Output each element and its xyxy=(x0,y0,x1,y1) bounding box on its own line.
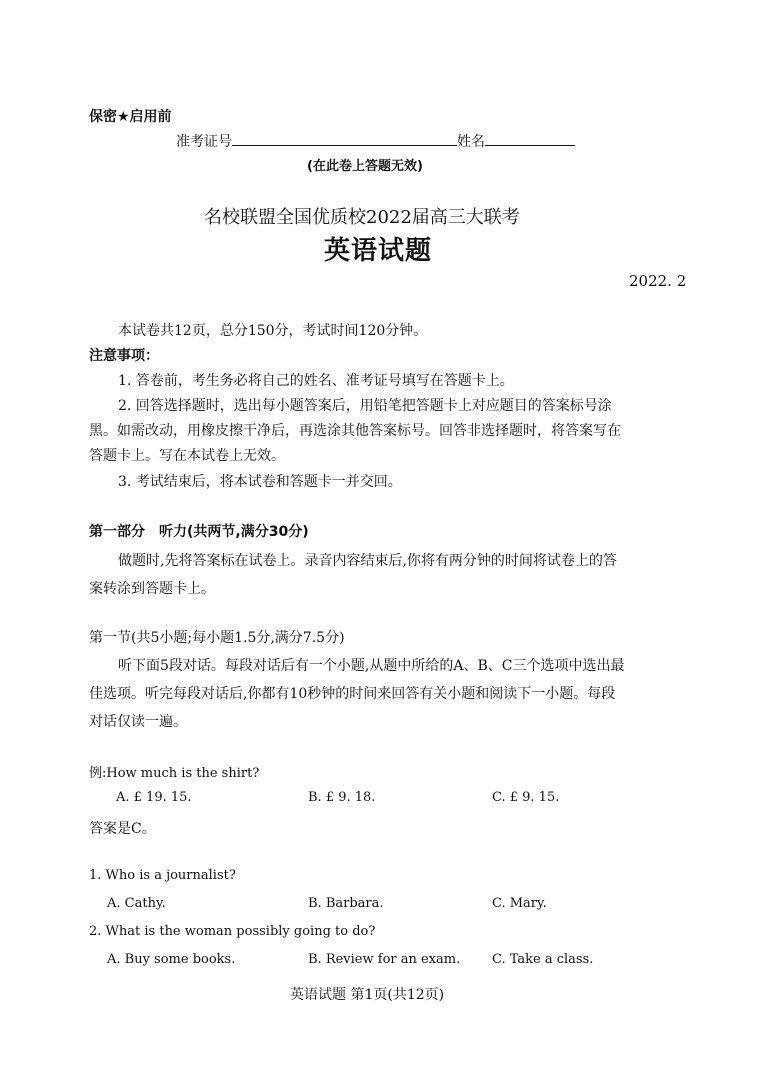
note-2-line-3: 答题卡上。写在本试卷上无效。 xyxy=(89,448,285,464)
question-1-option-b: B. Barbara. xyxy=(308,896,384,911)
subject-title: 英语试题 xyxy=(324,236,433,266)
question-1: 1. Who is a journalist? xyxy=(89,868,236,883)
question-2-option-a: A. Buy some books. xyxy=(107,952,236,967)
part1-heading: 第一部分 听力(共两节,满分30分) xyxy=(89,524,309,540)
question-2-option-c: C. Take a class. xyxy=(492,952,594,967)
exam-id-row xyxy=(176,131,575,151)
question-1-option-a: A. Cathy. xyxy=(107,896,166,911)
notes-heading: 注意事项： xyxy=(89,348,159,364)
note-1: 1. 答卷前，考生务必将自己的姓名、准考证号填写在答题卡上。 xyxy=(118,373,514,389)
exam-id-label: 准考证号 xyxy=(176,134,232,150)
section1-desc-line-1: 听下面5段对话。每段对话后有一个小题,从题中所给的A、B、C三个选项中选出最 xyxy=(118,658,625,674)
note-2-line-1: 2. 回答选择题时，选出每小题答案后，用铅笔把答题卡上对应题目的答案标号涂 xyxy=(118,398,612,414)
section1-heading: 第一节(共5小题;每小题1.5分,满分7.5分) xyxy=(89,630,345,646)
name-blank xyxy=(485,131,575,146)
note-2-line-2: 黑。如需改动，用橡皮擦干净后，再选涂其他答案标号。回答非选择题时，将答案写在 xyxy=(89,423,621,439)
example-option-a: A. £ 19. 15. xyxy=(116,790,192,805)
exam-id-blank xyxy=(232,131,457,146)
part1-desc-line-1: 做题时,先将答案标在试卷上。录音内容结束后,你将有两分钟的时间将试卷上的答 xyxy=(118,553,617,569)
example-answer: 答案是C。 xyxy=(89,821,156,837)
page-footer: 英语试题 第1页(共12页) xyxy=(290,987,445,1003)
part1-desc-line-2: 案转涂到答题卡上。 xyxy=(89,581,215,597)
example-question: 例:How much is the shirt? xyxy=(89,766,260,781)
exam-title: 名校联盟全国优质校2022届高三大联考 xyxy=(204,207,520,228)
exam-date: 2022. 2 xyxy=(629,272,687,290)
section1-desc-line-3: 对话仅读一遍。 xyxy=(89,714,187,730)
question-1-option-c: C. Mary. xyxy=(492,896,547,911)
confidential-label: 保密★启用前 xyxy=(89,109,172,125)
example-option-c: C. £ 9. 15. xyxy=(492,790,560,805)
name-label: 姓名 xyxy=(457,134,485,150)
example-option-b: B. £ 9. 18. xyxy=(308,790,376,805)
intro-text: 本试卷共12页，总分150分，考试时间120分钟。 xyxy=(118,323,428,339)
invalid-note: (在此卷上答题无效) xyxy=(307,159,423,174)
section1-desc-line-2: 佳选项。听完每段对话后,你都有10秒钟的时间来回答有关小题和阅读下一小题。每段 xyxy=(89,686,616,702)
note-3: 3. 考试结束后，将本试卷和答题卡一并交回。 xyxy=(118,474,402,490)
question-2-option-b: B. Review for an exam. xyxy=(308,952,461,967)
question-2: 2. What is the woman possibly going to do? xyxy=(89,924,376,939)
